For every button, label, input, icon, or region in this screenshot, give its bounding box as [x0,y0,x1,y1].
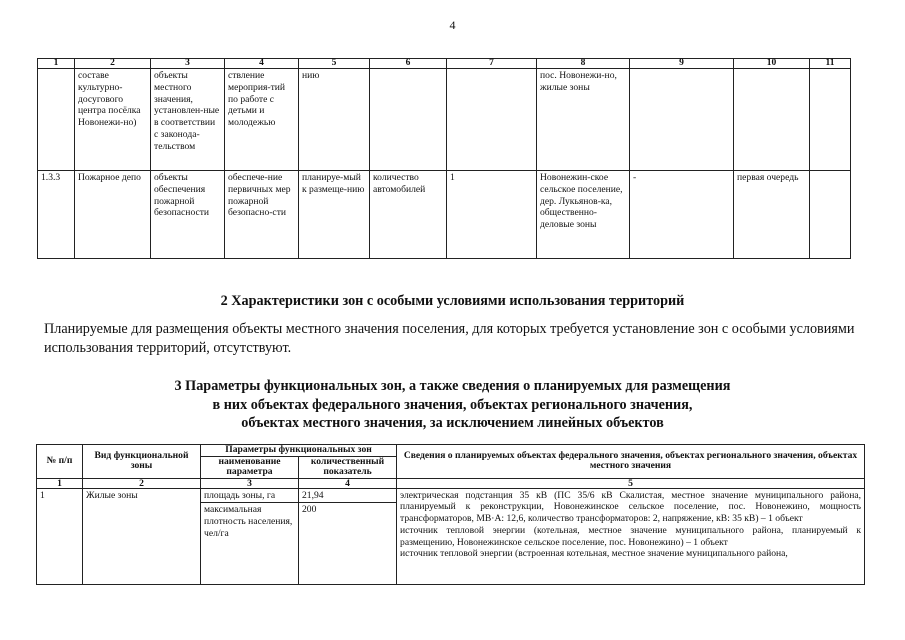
table-cell [370,69,447,171]
planned-object-builtin-boiler: источник тепловой энергии (встроенная котельная, местное значение муниципального района, [400,548,788,560]
table-row [37,488,865,584]
param-density-value: 200 [302,504,317,516]
objects-table-continued [37,58,851,259]
table-header-row [37,445,865,457]
section-2-paragraph: Планируемые для размещения объекты местного значения поселения, для которых требуется установление зон с особыми условиями использования территорий, отсутствуют. [44,321,855,356]
table-header-row [38,59,851,69]
row-number: 1 [37,488,83,584]
table-cell [447,69,537,171]
col-number: 3 [201,478,299,488]
header-info: Сведения о планируемых объектах федерального значения, объектах регионального значения, объектах местного значения [397,445,865,479]
col-number: 4 [225,59,299,69]
col-number: 8 [537,59,630,69]
col-number: 2 [83,478,201,488]
header-number: № п/п [37,445,83,479]
table-cell: объекты обеспечения пожарной безопасности [151,171,225,259]
table-cell: ствление мероприя-тий по работе с детьми и молодежью [225,69,299,171]
param-area-name: площадь зоны, га [201,489,298,504]
table-cell: первая очередь [734,171,810,259]
table-cell: планируе-мый к размеще-нию [299,171,370,259]
planned-object-substation: электрическая подстанция 35 кВ (ПС 35/6 кВ Скалистая, местное значение муниципального района, планируемый к реконструкции, Новонежинское сельское поселение, пос. Новонежино, мощность трансформаторов, МВ·А: 12,6, количество трансформаторов: 2, напряжение, кВ: 35 кВ) – 1 объект [400,489,862,525]
header-param-value: количественный показатель [299,456,397,478]
section-3-heading-line1: 3 Параметры функциональных зон, а также сведения о планируемых для размещения [174,378,731,394]
table-cell: нию [299,69,370,171]
table-cell [630,69,734,171]
zone-name: Жилые зоны [83,488,201,584]
section-3-heading-line3: объектах местного значения, за исключением линейных объектов [241,415,664,431]
table-cell [734,69,810,171]
col-number: 10 [734,59,810,69]
param-density-name: максимальная плотность населения, чел/га [204,504,293,539]
table-cell: количество автомобилей [370,171,447,259]
table-row [38,171,851,259]
col-number: 9 [630,59,734,69]
planned-object-boiler: источник тепловой энергии (котельная, местное значение муниципального района, планируемый к размещению, Новонежинское сельское поселение, пос. Новонежино) – 1 объект [400,524,862,548]
col-number: 7 [447,59,537,69]
col-number: 3 [151,59,225,69]
table-row [38,69,851,171]
table-cell: Пожарное депо [75,171,151,259]
table-cell [810,69,851,171]
table-cell: 1 [447,171,537,259]
col-number: 1 [37,478,83,488]
param-area-value: 21,94 [299,489,396,504]
col-number: 4 [299,478,397,488]
table-cell: 1.3.3 [38,171,75,259]
col-number: 11 [810,59,851,69]
table-cell: - [630,171,734,259]
table-cell: объекты местного значения, установлен-ные в соответствии с законода-тельством [151,69,225,171]
col-number: 5 [299,59,370,69]
page-number: 4 [449,18,456,32]
table-cell [38,69,75,171]
col-number: 5 [397,478,865,488]
section-3-heading-line2: в них объектах федерального значения, объектах регионального значения, [212,397,693,413]
header-zone-type: Вид функциональной зоны [83,445,201,479]
table-cell: пос. Новонежи-но, жилые зоны [537,69,630,171]
table-cell: Новонежин-ское сельское поселение, дер. Лукьянов-ка, общественно-деловые зоны [537,171,630,259]
functional-zones-table [36,444,865,585]
col-number: 1 [38,59,75,69]
table-cell [810,171,851,259]
table-cell: обеспече-ние первичных мер пожарной безопасно-сти [225,171,299,259]
col-number: 2 [75,59,151,69]
header-param-name: наименование параметра [201,456,299,478]
col-number: 6 [370,59,447,69]
column-numbers-row [37,478,865,488]
table-cell: составе культурно-досугового центра посёлка Новонежи-но) [75,69,151,171]
section-2-heading: 2 Характеристики зон с особыми условиями использования территорий [220,293,685,309]
header-params: Параметры функциональных зон [201,445,397,457]
